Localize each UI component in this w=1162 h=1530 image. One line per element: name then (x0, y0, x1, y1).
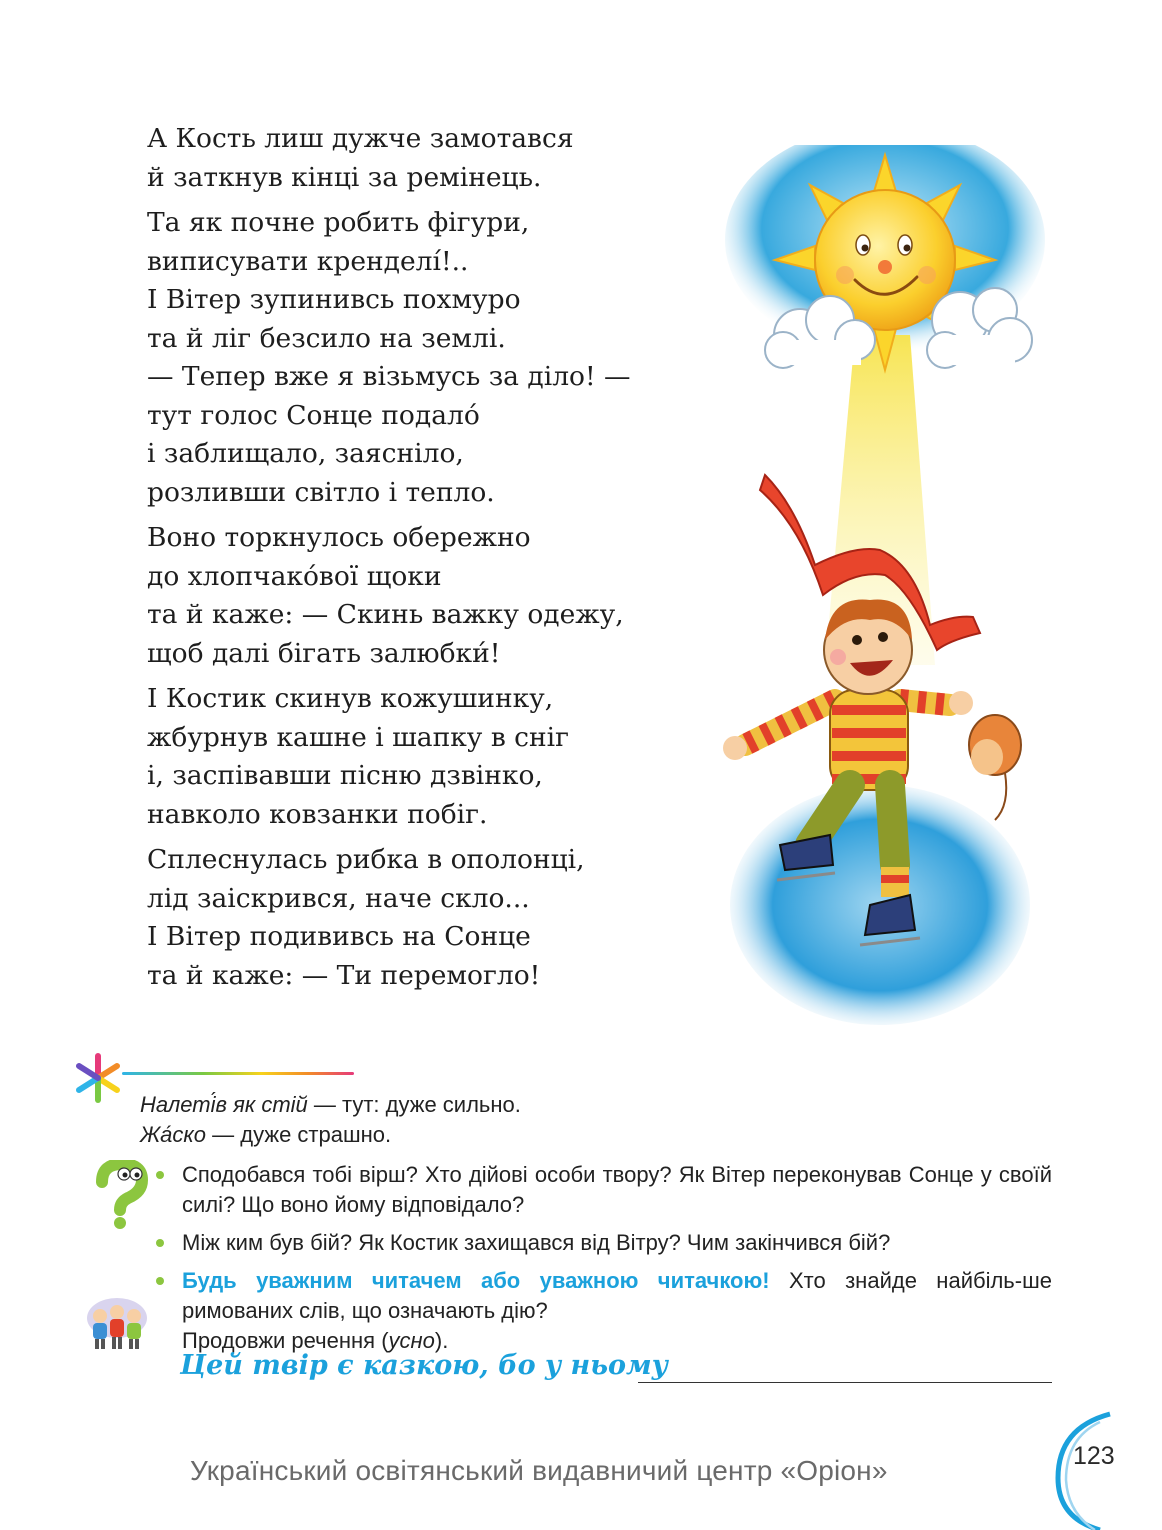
poem-line: і заблищало, заясніло, (147, 438, 464, 469)
poem-line: до хлопчако́вої щоки (147, 560, 442, 592)
answer-prompt: Цей твір є казкою, бо у ньому (180, 1350, 668, 1381)
question-text: Сподобався тобі вірш? Хто дійові особи твору? Як Вітер переконував Сонце у своїй силі? Що воно йому відповідало? (182, 1162, 1052, 1217)
glossary-term: Жа́ско (140, 1122, 207, 1147)
question-item (152, 1266, 1052, 1356)
glossary-entry (140, 1120, 521, 1150)
poem-line: І Вітер зупинивсь похмуро (147, 284, 521, 315)
poem-line: жбурнув кашне і шапку в сніг (147, 721, 570, 753)
poem-line: та й ліг безсило на землі. (147, 322, 506, 354)
glossary-divider (122, 1072, 354, 1075)
glossary-entry (140, 1090, 521, 1120)
poem-line: тут голос Сонце подало́ (147, 399, 480, 431)
question-text: Між ким був бій? Як Костик захищався від Вітру? Чим закінчився бій? (182, 1230, 891, 1255)
stanza-4 (147, 680, 707, 834)
stanza-5 (147, 841, 707, 995)
question-item (152, 1160, 1052, 1220)
poem (147, 120, 707, 1002)
questions-list (152, 1160, 1052, 1364)
question-mark-worm-icon (88, 1160, 152, 1230)
poem-line: лід заіскрився, наче скло... (147, 882, 530, 914)
sun-and-skating-boy-illustration (705, 145, 1045, 1035)
poem-line: І Вітер подививсь на Сонце (147, 921, 531, 952)
poem-line: щоб далі бігать залюбки́! (147, 637, 501, 669)
stanza-3 (147, 519, 707, 673)
poem-line: та й каже: — Скинь важку одежу, (147, 599, 624, 630)
poem-line: І Костик скинув кожушинку, (147, 683, 554, 714)
poem-line: Та як почне робить фігури, (147, 207, 530, 238)
reader-task-text: Хто знайде найбіль-ше римованих слів, що означають дію? (182, 1268, 1052, 1323)
glossary-definition: — дуже страшно. (206, 1122, 392, 1147)
stanza-2 (147, 204, 707, 512)
poem-line: і, заспівавши пісню дзвінко, (147, 760, 543, 791)
children-group-icon (86, 1296, 148, 1352)
poem-line: Воно торкнулось обережно (147, 522, 531, 553)
glossary-definition: — тут: дуже сильно. (307, 1092, 521, 1117)
question-item (152, 1228, 1052, 1258)
bullet-icon (156, 1239, 164, 1247)
bullet-icon (156, 1277, 164, 1285)
question-text (182, 1266, 1052, 1326)
publisher-footer: Український освітянський видавничий центр «Оріон» (190, 1455, 888, 1486)
bullet-icon (156, 1171, 164, 1179)
fur-hat (969, 715, 1021, 820)
asterisk-flower-icon (72, 1052, 124, 1104)
poem-line: — Тепер вже я візьмусь за діло! — (147, 361, 631, 392)
poem-line: й заткнув кінці за ремінець. (147, 161, 542, 193)
answer-prompt-line (180, 1348, 1052, 1388)
poem-line: А Кость лиш дужче замотався (147, 123, 574, 154)
stanza-1 (147, 120, 707, 197)
reader-task-highlight: Будь уважним читачем або уважною читачкою! (182, 1268, 770, 1293)
glossary-term: Налеті́в як стій (140, 1092, 308, 1117)
poem-line: навколо ковзанки побіг. (147, 798, 488, 830)
poem-line: Сплеснулась рибка в ополонці, (147, 844, 585, 875)
poem-line: та й каже: — Ти перемогло! (147, 959, 541, 991)
continue-sentence-instruction: Продовжи речення (усно). (182, 1328, 449, 1353)
answer-blank[interactable] (638, 1382, 1052, 1383)
poem-line: виписувати кренделі́!.. (147, 245, 469, 277)
glossary (140, 1090, 521, 1150)
page-number: 123 (1073, 1442, 1115, 1470)
poem-line: розливши світло і тепло. (147, 476, 495, 508)
